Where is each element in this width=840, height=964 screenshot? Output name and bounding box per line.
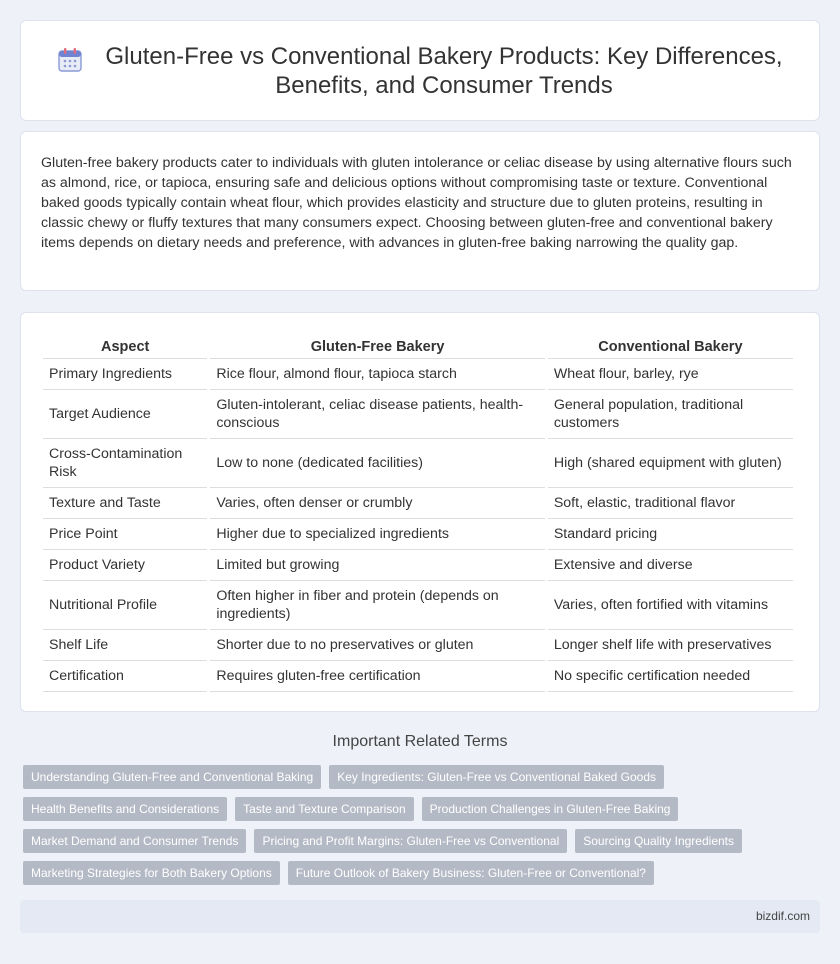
table-row <box>43 488 793 519</box>
related-term-tag[interactable]: Future Outlook of Bakery Business: Gluten-Free or Conventional? <box>288 861 654 885</box>
related-term-tag[interactable]: Market Demand and Consumer Trends <box>23 829 246 853</box>
calendar-icon <box>56 46 84 74</box>
intro-card <box>20 131 820 291</box>
related-terms-heading: Important Related Terms <box>332 733 508 750</box>
table-cell: Longer shelf life with preservatives <box>548 630 793 661</box>
table-row <box>43 390 793 439</box>
related-terms-list <box>23 765 823 893</box>
table-cell: Product Variety <box>43 550 207 581</box>
table-row <box>43 630 793 661</box>
table-cell: Varies, often denser or crumbly <box>210 488 545 519</box>
related-term-tag[interactable]: Understanding Gluten-Free and Conventional Baking <box>23 765 321 789</box>
comparison-card <box>20 312 820 712</box>
related-term-tag[interactable]: Pricing and Profit Margins: Gluten-Free vs Conventional <box>254 829 567 853</box>
table-row <box>43 661 793 692</box>
header-conventional: Conventional Bakery <box>548 333 793 359</box>
table-cell: Soft, elastic, traditional flavor <box>548 488 793 519</box>
table-row <box>43 439 793 488</box>
table-cell: Low to none (dedicated facilities) <box>210 439 545 488</box>
table-row <box>43 519 793 550</box>
page-title: Gluten-Free vs Conventional Bakery Products: Key Differences, Benefits, and Consumer Trends <box>105 42 783 99</box>
table-cell: Requires gluten-free certification <box>210 661 545 692</box>
header-gluten-free: Gluten-Free Bakery <box>210 333 545 359</box>
table-cell: Higher due to specialized ingredients <box>210 519 545 550</box>
table-cell: Wheat flour, barley, rye <box>548 359 793 390</box>
comparison-table <box>40 333 796 692</box>
table-cell: Often higher in fiber and protein (depends on ingredients) <box>210 581 545 630</box>
table-row <box>43 359 793 390</box>
table-cell: Shorter due to no preservatives or gluten <box>210 630 545 661</box>
table-cell: Gluten-intolerant, celiac disease patients, health-conscious <box>210 390 545 439</box>
table-row <box>43 550 793 581</box>
related-term-tag[interactable]: Taste and Texture Comparison <box>235 797 414 821</box>
table-cell: Certification <box>43 661 207 692</box>
table-cell: Limited but growing <box>210 550 545 581</box>
table-cell: Texture and Taste <box>43 488 207 519</box>
table-cell: Target Audience <box>43 390 207 439</box>
header-aspect: Aspect <box>43 333 207 359</box>
related-term-tag[interactable]: Marketing Strategies for Both Bakery Options <box>23 861 280 885</box>
intro-paragraph: Gluten-free bakery products cater to individuals with gluten intolerance or celiac disease by using alternative flours such as almond, rice, or tapioca, ensuring safe and delicious options without compromising taste or texture. Conventional baked goods typically contain wheat flour, which provides elasticity and structure due to gluten proteins, resulting in classic chewy or fluffy textures that many consumers expect. Choosing between gluten-free and conventional bakery items depends on dietary needs and preference, with advances in gluten-free baking narrowing the quality gap. <box>41 155 792 251</box>
footer-site-link[interactable]: bizdif.com <box>755 909 810 923</box>
related-term-tag[interactable]: Production Challenges in Gluten-Free Baking <box>422 797 679 821</box>
table-cell: Shelf Life <box>43 630 207 661</box>
related-term-tag[interactable]: Sourcing Quality Ingredients <box>575 829 742 853</box>
table-cell: Primary Ingredients <box>43 359 207 390</box>
table-cell: High (shared equipment with gluten) <box>548 439 793 488</box>
table-cell: Nutritional Profile <box>43 581 207 630</box>
table-cell: No specific certification needed <box>548 661 793 692</box>
table-cell: Cross-Contamination Risk <box>43 439 207 488</box>
footer <box>20 900 820 933</box>
table-row <box>43 581 793 630</box>
header-card <box>20 20 820 121</box>
table-cell: Price Point <box>43 519 207 550</box>
table-cell: Standard pricing <box>548 519 793 550</box>
table-cell: General population, traditional customers <box>548 390 793 439</box>
related-term-tag[interactable]: Key Ingredients: Gluten-Free vs Conventional Baked Goods <box>329 765 664 789</box>
table-cell: Varies, often fortified with vitamins <box>548 581 793 630</box>
related-term-tag[interactable]: Health Benefits and Considerations <box>23 797 227 821</box>
table-cell: Extensive and diverse <box>548 550 793 581</box>
table-cell: Rice flour, almond flour, tapioca starch <box>210 359 545 390</box>
